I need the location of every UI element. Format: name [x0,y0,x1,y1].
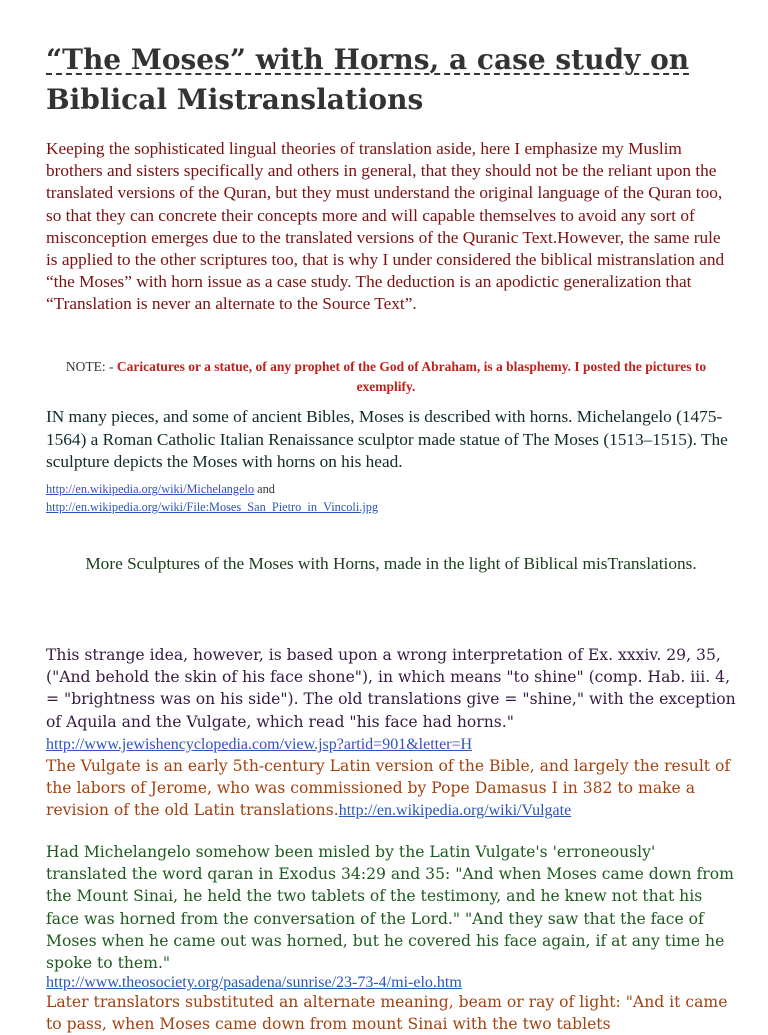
michelangelo-link[interactable]: http://en.wikipedia.org/wiki/Michelangelo [46,482,255,496]
theosophy-link[interactable]: http://www.theosociety.org/pasadena/sunrise/23-73-4/mi-elo.htm [46,974,462,991]
later-translators-paragraph: Later translators substituted an alternate meaning, beam or ray of light: "And it came to pass, when Moses came down from mount Sinai with the two tablets [46,993,728,1034]
strange-idea-paragraph [46,644,736,756]
note-text: Caricatures or a statue, of any prophet of the God of Abraham, is a blasphemy. I posted the pictures to exemplify. [116,359,707,394]
title-line-2: Biblical Mistranslations [46,83,424,116]
misled-paragraph: Had Michelangelo somehow been misled by the Latin Vulgate's 'erroneously' translated the word qaran in Exodus 34:29 and 35: "And when Moses came down from the Mount Sinai, he held the two tablets of the testimony, and he knew not that his face was horned from the conversation of the Lord." "And they saw that the face of Moses when he came out was horned, but he covered his face again, if at any time he spoke to them." [46,843,734,973]
michelangelo-paragraph: IN many pieces, and some of ancient Bibles, Moses is described with horns. Michelangelo (1475-1564) a Roman Catholic Italian Renaissance sculptor made statue of The Moses (1513–1515). The sculpture depicts the Moses with horns on his head. [46,407,728,471]
reference-links [46,480,736,516]
vulgate-link[interactable]: http://en.wikipedia.org/wiki/Vulgate [338,802,572,820]
moses-statue-link[interactable]: http://en.wikipedia.org/wiki/File:Moses_San_Pietro_in_Vincoli.jpg [46,500,379,514]
jewish-encyclopedia-link[interactable]: http://www.jewishencyclopedia.com/view.jsp?artid=901&letter=H [46,735,473,753]
note-paragraph [46,357,726,397]
vulgate-text: The Vulgate is an early 5th-century Latin version of the Bible, and largely the result of the labors of Jerome, who was commissioned by Pope Damasus I in 382 to make a revision of the old Latin translations. [46,757,731,820]
intro-paragraph: Keeping the sophisticated lingual theories of translation aside, here I emphasize my Muslim brothers and sisters specifically and others in general, that they should not be the reliant upon the translated versions of the Quran, but they must understand the original language of the Quran too, so that they can concrete their concepts more and will capable themselves to avoid any sort of misconception emerges due to the translated versions of the Quranic Text.However, the same rule is applied to the other scriptures too, that is why I under considered the biblical mistranslation and “the Moses” with horn issue as a case study. The deduction is an apodictic generalization that “Translation is never an alternate to the Source Text”. [46,139,725,314]
page-title [46,40,736,120]
note-label: NOTE: - [65,359,117,374]
strange-idea-text: This strange idea, however, is based upon a wrong interpretation of Ex. xxxiv. 29, 35, ("And behold the skin of his face shone"), in which means "to shine" (comp. Hab. iii. 4, = "brightness was on his side"). The old translations give = "shine," with the exception of Aquila and the Vulgate, which read "his face had horns." [46,646,736,731]
sculptures-heading: More Sculptures of the Moses with Horns, made in the light of Biblical misTranslations. [85,554,697,573]
vulgate-paragraph [46,755,736,823]
title-line-1: “The Moses” with Horns, a case study on [46,43,690,76]
links-and-text: and [254,482,275,496]
theosophy-link-line [46,973,736,993]
